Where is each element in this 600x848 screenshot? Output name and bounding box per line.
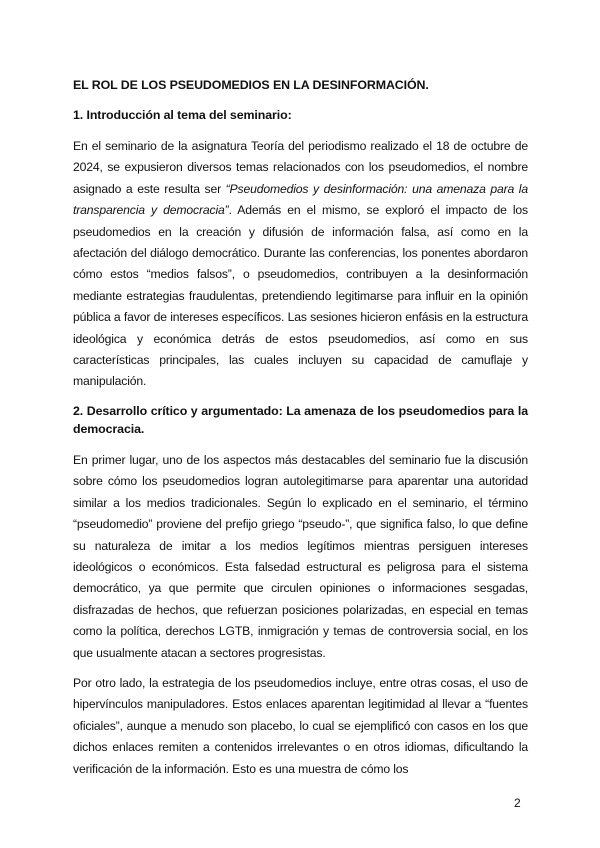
- seminar-title-italic: “Pseudomedios y desinformación: una amenaza para la transparencia y democracia”: [73, 181, 528, 218]
- document-title: EL ROL DE LOS PSEUDOMEDIOS EN LA DESINFORMACIÓN.: [73, 78, 429, 92]
- paragraph-text-after: . Además en el mismo, se exploró el impacto de los pseudomedios en la creación y difusión de información falsa, así como en la afectación del diálogo democrático. Durante las conferencias, los ponentes abordaron cómo estos “medios falsos”, o pseudomedios, contribuyen a la desinformación mediante estrategias fraudulentas, pretendiendo legitimarse para influir en la opinión pública a favor de intereses específicos. Las sesiones hicieron enfásis en la estructura ideológica y económica detrás de estos pseudomedios, así como en sus características principales, las cuales incluyen su capacidad de camuflaje y manipulación.: [73, 203, 528, 389]
- section-2-paragraph-2: Por otro lado, la estrategia de los pseudomedios incluye, entre otras cosas, el uso de hipervínculos manipuladores. Estos enlaces aparentan legitimidad al llevar a “fuentes oficiales”, aunque a menudo son placebo, lo cual se ejemplificó con casos en los que dichos enlaces remiten a contenidos irrelevantes o en otros idiomas, dificultando la verificación de la información. Esto es una muestra de cómo los: [73, 675, 528, 776]
- section-1-heading: 1. Introducción al tema del seminario:: [73, 108, 292, 122]
- section-2-paragraph-1: En primer lugar, uno de los aspectos más destacables del seminario fue la discusión sobre cómo los pseudomedios logran autolegitimarse para aparentar una autoridad similar a los medios tradicionales. Según lo explicado en el seminario, el término “pseudomedio” proviene del prefijo griego “pseudo-”, que significa falso, lo que define su naturaleza de imitar a los medios legítimos mientras persiguen intereses ideológicos o económicos. Esta falsedad estructural es peligrosa para el sistema democrático, ya que permite que circulen opiniones o informaciones sesgadas, disfrazadas de hechos, que refuerzan posiciones polarizadas, en especial en temas como la política, derechos LGTB, inmigración y temas de controversia social, en los que usualmente atacan a sectores progresistas.: [73, 452, 528, 660]
- section-1-paragraph-1: [73, 136, 528, 393]
- page-content: [73, 76, 528, 789]
- page-number: 2: [514, 796, 521, 810]
- paragraph-text-before: En el seminario de la asignatura Teoría del periodismo realizado el 18 de octubre de 2024, se expusieron diversos temas relacionados con los pseudomedios, el nombre asignado a este resulta ser: [73, 139, 528, 196]
- section-2-heading: 2. Desarrollo crítico y argumentado: La amenaza de los pseudomedios para la democracia.: [73, 403, 528, 436]
